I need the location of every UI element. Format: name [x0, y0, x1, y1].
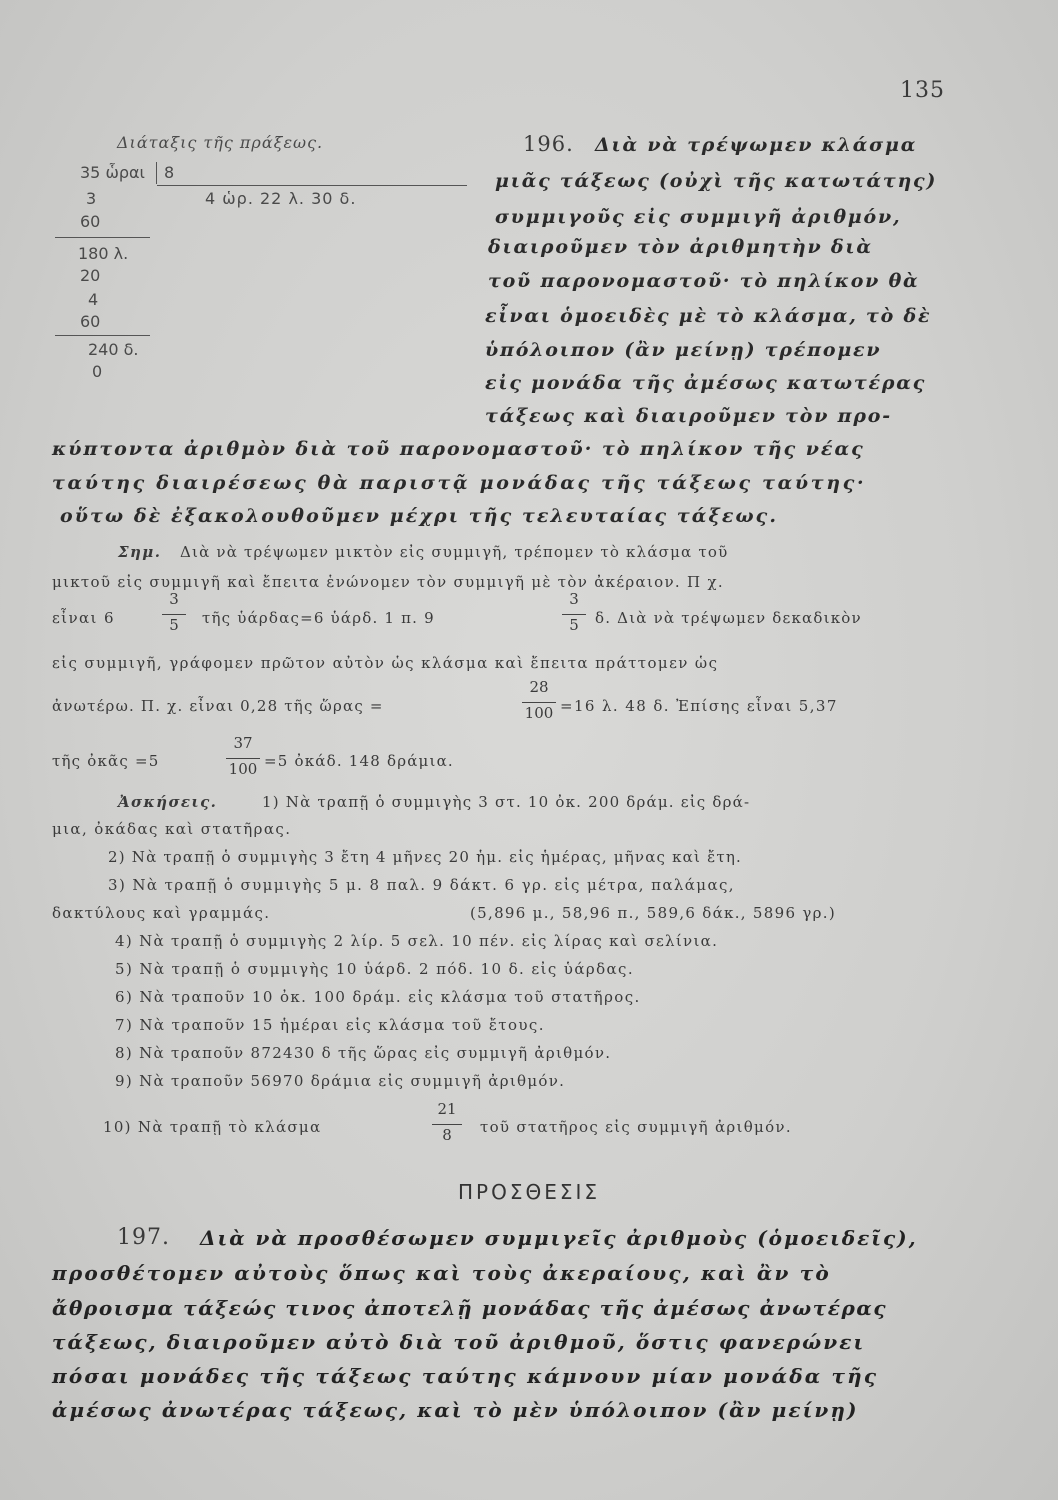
note-line: =5 ὀκάδ. 148 δράμια.	[264, 752, 454, 770]
calc-step: 240 δ.	[88, 340, 139, 359]
s196-line: συμμιγοῦς εἰς συμμιγῆ ἀριθμόν,	[495, 206, 902, 228]
fraction	[522, 678, 556, 726]
note-line: εἶναι 6	[52, 609, 115, 627]
exercise-answer: (5,896 μ., 58,96 π., 589,6 δάκ., 5896 γρ.)	[470, 904, 836, 922]
calc-step: 60	[80, 312, 101, 331]
exercise-line: 4) Νὰ τραπῇ ὁ συμμιγὴς 2 λίρ. 5 σελ. 10 πέν. εἰς λίρας καὶ σελίνια.	[115, 932, 719, 950]
fraction	[226, 734, 260, 782]
exercise-line: 7) Νὰ τραποῦν 15 ἡμέραι εἰς κλάσμα τοῦ ἔτους.	[115, 1016, 545, 1034]
s197-line: ἄθροισμα τάξεώς τινος ἀποτελῇ μονάδας τῆς ἀμέσως ἀνωτέρας	[52, 1296, 888, 1320]
exercise-line: δακτύλους καὶ γραμμάς.	[52, 904, 271, 922]
calc-step: 180 λ.	[78, 244, 129, 263]
calc-divisor-line	[157, 185, 467, 186]
note-line: εἰς συμμιγῆ, γράφομεν πρῶτον αὐτὸν ὡς κλάσμα καὶ ἔπειτα πράττομεν ὡς	[52, 654, 719, 672]
section-number-196: 196.	[523, 132, 574, 156]
exercise-line: 3) Νὰ τραπῇ ὁ συμμιγὴς 5 μ. 8 παλ. 9 δάκτ. 6 γρ. εἰς μέτρα, παλάμας,	[108, 876, 735, 894]
fraction-bar	[162, 614, 186, 615]
s197-line: Διὰ νὰ προσθέσωμεν συμμιγεῖς ἀριθμοὺς (ὁμοειδεῖς),	[200, 1226, 918, 1250]
s196-line: τοῦ παρονομαστοῦ· τὸ πηλίκον θὰ	[488, 270, 920, 292]
fraction-denominator: 100	[524, 704, 554, 722]
s197-line: πόσαι μονάδες τῆς τάξεως ταύτης κάμνουν μίαν μονάδα τῆς	[52, 1364, 879, 1388]
fraction-denominator: 5	[569, 616, 579, 634]
calc-divisor: 8	[164, 163, 175, 182]
calc-step: 4	[88, 290, 99, 309]
exercises-label: Ἀσκήσεις.	[118, 793, 218, 811]
note-line: =16 λ. 48 δ. Ἐπίσης εἶναι 5,37	[560, 697, 838, 715]
s197-line: τάξεως, διαιροῦμεν αὐτὸ διὰ τοῦ ἀριθμοῦ, ὅστις φανερώνει	[52, 1330, 866, 1354]
calc-step: 0	[92, 362, 103, 381]
s196-line: οὕτω δὲ ἐξακολουθοῦμεν μέχρι τῆς τελευταίας τάξεως.	[60, 505, 779, 527]
fraction	[162, 590, 186, 638]
s196-line: Διὰ νὰ τρέψωμεν κλάσμα	[595, 134, 918, 156]
page-number: 135	[900, 78, 945, 103]
note-line: τῆς ὑάρδας=6 ὑάρδ. 1 π. 9	[202, 609, 435, 627]
calc-rule	[55, 237, 150, 238]
calc-step: 60	[80, 212, 101, 231]
s196-line: τάξεως καὶ διαιροῦμεν τὸν προ-	[485, 405, 892, 427]
exercise-line: 5) Νὰ τραπῇ ὁ συμμιγὴς 10 ὑάρδ. 2 πόδ. 10 δ. εἰς ὑάρδας.	[115, 960, 634, 978]
calc-rule	[55, 335, 150, 336]
s196-line: ὑπόλοιπον (ἂν μείνῃ) τρέπομεν	[485, 339, 882, 361]
fraction-numerator: 37	[233, 734, 253, 752]
fraction	[432, 1100, 462, 1148]
calc-result: 4 ὡρ. 22 λ. 30 δ.	[205, 189, 357, 208]
fraction-denominator: 100	[228, 760, 258, 778]
note-line: δ. Διὰ νὰ τρέψωμεν δεκαδικὸν	[595, 609, 862, 627]
exercise-line: 10) Νὰ τραπῇ τὸ κλάσμα	[103, 1118, 322, 1136]
note-line: ἀνωτέρω. Π. χ. εἶναι 0,28 τῆς ὥρας =	[52, 697, 384, 715]
calc-division-bar	[156, 162, 157, 184]
calc-step: 3	[86, 189, 97, 208]
exercise-line: 2) Νὰ τραπῇ ὁ συμμιγὴς 3 ἔτη 4 μῆνες 20 ἡμ. εἰς ἡμέρας, μῆνας καὶ ἔτη.	[108, 848, 742, 866]
fraction-bar	[226, 758, 260, 759]
note-line: Διὰ νὰ τρέψωμεν μικτὸν εἰς συμμιγῆ, τρέπομεν τὸ κλάσμα τοῦ	[180, 543, 729, 561]
fraction-denominator: 8	[442, 1126, 452, 1144]
s196-line: εἰς μονάδα τῆς ἀμέσως κατωτέρας	[485, 372, 927, 394]
exercise-line: 6) Νὰ τραποῦν 10 ὀκ. 100 δράμ. εἰς κλάσμα τοῦ στατῆρος.	[115, 988, 641, 1006]
s196-line: ταύτης διαιρέσεως θὰ παριστᾷ μονάδας τῆς τάξεως ταύτης·	[52, 472, 867, 494]
s196-line: κύπτοντα ἀριθμὸν διὰ τοῦ παρονομαστοῦ· τὸ πηλίκον τῆς νέας	[52, 438, 865, 460]
s197-line: ἀμέσως ἀνωτέρας τάξεως, καὶ τὸ μὲν ὑπόλοιπον (ἂν μείνῃ)	[52, 1398, 859, 1422]
s197-line: προσθέτομεν αὐτοὺς ὅπως καὶ τοὺς ἀκεραίους, καὶ ἂν τὸ	[52, 1261, 831, 1285]
fraction-bar	[432, 1124, 462, 1125]
calc-step: 20	[80, 266, 101, 285]
exercise-line: 1) Νὰ τραπῇ ὁ συμμιγὴς 3 στ. 10 ὀκ. 200 δράμ. εἰς δρά-	[262, 793, 751, 811]
calc-dividend: 35 ὧραι	[80, 163, 145, 182]
note-label: Σημ.	[118, 543, 162, 561]
calculation-title: Διάταξις τῆς πράξεως.	[117, 133, 324, 152]
s196-line: εἶναι ὁμοειδὲς μὲ τὸ κλάσμα, τὸ δὲ	[485, 305, 932, 327]
fraction-numerator: 21	[437, 1100, 457, 1118]
section-number-197: 197.	[117, 1225, 170, 1250]
note-line: μικτοῦ εἰς συμμιγῆ καὶ ἔπειτα ἑνώνομεν τὸν συμμιγῆ μὲ τὸν ἀκέραιον. Π χ.	[52, 573, 724, 591]
fraction	[562, 590, 586, 638]
fraction-numerator: 3	[569, 590, 579, 608]
note-line: τῆς ὀκᾶς =5	[52, 752, 160, 770]
fraction-numerator: 28	[529, 678, 549, 696]
exercise-line: 8) Νὰ τραποῦν 872430 δ τῆς ὥρας εἰς συμμιγῆ ἀριθμόν.	[115, 1044, 612, 1062]
section-heading: ΠΡΟΣΘΕΣΙΣ	[457, 1180, 601, 1204]
fraction-numerator: 3	[169, 590, 179, 608]
s196-line: διαιροῦμεν τὸν ἀριθμητὴν διὰ	[488, 236, 873, 258]
fraction-denominator: 5	[169, 616, 179, 634]
exercise-line: 9) Νὰ τραποῦν 56970 δράμια εἰς συμμιγῆ ἀριθμόν.	[115, 1072, 566, 1090]
fraction-bar	[522, 702, 556, 703]
s196-line: μιᾶς τάξεως (οὐχὶ τῆς κατωτάτης)	[495, 170, 938, 192]
exercise-line: μια, ὀκάδας καὶ στατῆρας.	[52, 820, 292, 838]
fraction-bar	[562, 614, 586, 615]
exercise-line: τοῦ στατῆρος εἰς συμμιγῆ ἀριθμόν.	[480, 1118, 792, 1136]
